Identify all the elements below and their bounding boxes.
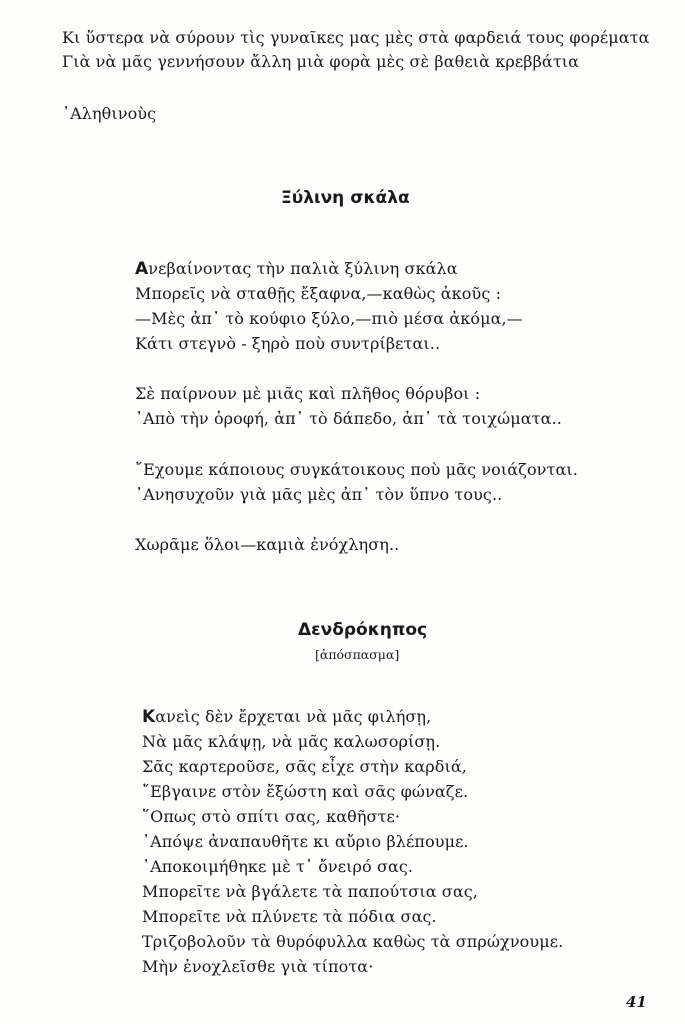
poem-line: Μπορεῖτε νὰ βγάλετε τὰ παπούτσια σας, <box>142 882 478 901</box>
poem-line <box>142 706 431 728</box>
page-number: 41 <box>626 993 647 1011</box>
poem-line: ῎Εβγαινε στὸν ἔξώστη καὶ σᾶς φώναζε. <box>142 782 469 801</box>
poem-line: ᾽Αποκοιμήθηκε μὲ τ᾽ ὄνειρό σας. <box>142 857 414 876</box>
poem-subtitle: [ἀπόσπασμα] <box>315 647 400 662</box>
intro-line: Γιὰ νὰ μᾶς γεννήσουν ἄλλη μιὰ φορὰ μὲς σὲ βαθειὰ κρεββάτια <box>62 52 580 71</box>
poem-line: Κάτι στεγνὸ - ξηρὸ ποὺ συντρίβεται.. <box>135 334 441 353</box>
poem-line-text: ανεὶς δὲν ἔρχεται νὰ μᾶς φιλήσῃ, <box>155 707 432 726</box>
poem-line: ᾽Απόψε ἀναπαυθῆτε κι αὔριο βλέπουμε. <box>142 832 469 851</box>
poem-line: Μπορεῖς νὰ σταθῇς ἔξαφνα,—καθὼς ἀκοῦς : <box>135 284 502 303</box>
poem-title: Ξύλινη σκάλα <box>281 188 410 208</box>
poem-line: ᾽Απὸ τὴν ὀροφή, ἀπ᾽ τὸ δάπεδο, ἀπ᾽ τὰ τοιχώματα.. <box>135 409 562 428</box>
poem-line: ῞Οπως στὸ σπίτι σας, καθῆστε· <box>142 807 401 826</box>
poem-line-text: νεβαίνοντας τὴν παλιὰ ξύλινη σκάλα <box>148 259 458 278</box>
poem-line <box>135 258 458 280</box>
poem-line: Χωρᾶμε ὅλοι—καμιὰ ἐνόχληση.. <box>135 535 400 554</box>
poem-line: Τριζοβολοῦν τὰ θυρόφυλλα καθὼς τὰ σπρώχνουμε. <box>142 932 564 951</box>
poem-line: ῎Εχουμε κάποιους συγκάτοικους ποὺ μᾶς νοιάζονται. <box>135 460 578 479</box>
poem-line: Σὲ παίρνουν μὲ μιᾶς καὶ πλῆθος θόρυβοι : <box>135 384 481 403</box>
poem-initial: Α <box>135 259 149 279</box>
intro-signature: ᾽Αληθινοὺς <box>62 104 157 123</box>
poem-line: ᾽Ανησυχοῦν γιὰ μᾶς μὲς ἀπ᾽ τὸν ὕπνο τους.. <box>135 485 503 504</box>
poem-line: Μπορεῖτε νὰ πλύνετε τὰ πόδια σας. <box>142 907 437 926</box>
poem-line: —Μὲς ἀπ᾽ τὸ κούφιο ξύλο,—πιὸ μέσα ἀκόμα,— <box>135 309 523 328</box>
poem-line: Σᾶς καρτεροῦσε, σᾶς εἶχε στὴν καρδιά, <box>142 757 467 776</box>
poem-title: Δενδρόκηπος <box>298 620 428 640</box>
poem-line: Μὴν ἐνοχλεῖσθε γιὰ τίποτα· <box>142 957 374 976</box>
intro-line: Κι ὕστερα νὰ σύρουν τὶς γυναῖκες μας μὲς στὰ φαρδειά τους φορέματα <box>62 28 650 47</box>
poem-initial: Κ <box>142 707 156 727</box>
poem-line: Νὰ μᾶς κλάψῃ, νὰ μᾶς καλωσορίσῃ. <box>142 732 441 751</box>
